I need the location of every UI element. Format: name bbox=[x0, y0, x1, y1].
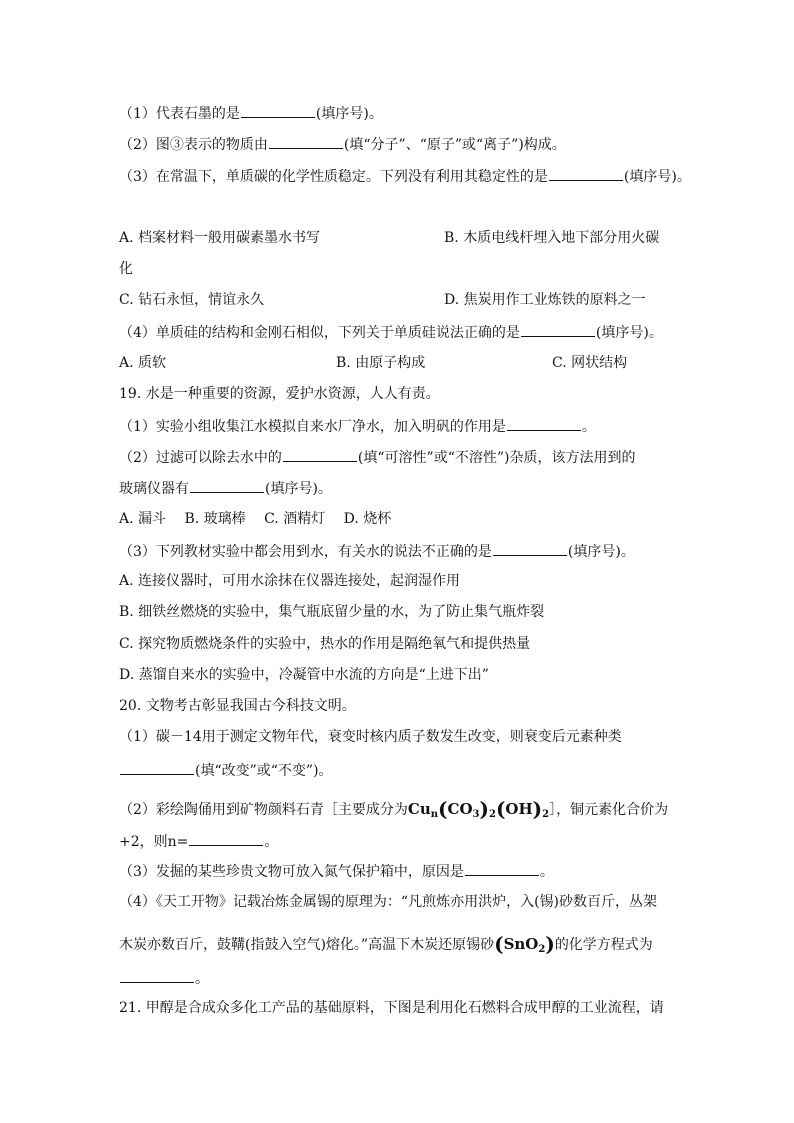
q20-sub4: （4）《天工开物》记载冶炼金属锡的原理为：“凡煎炼亦用洪炉，入(锡)砂数百斤，丛架 bbox=[119, 894, 657, 910]
q18-option-d: D. 焦炭用作工业炼铁的原料之一 bbox=[444, 292, 646, 308]
q20-sub3: （3）发掘的某些珍贵文物可放入氮气保护箱中，原因是 。 bbox=[119, 860, 554, 882]
q18-option-c: C. 钻石永恒，情谊永久 bbox=[119, 292, 265, 308]
q20-sub1: （1）碳－14用于测定文物年代，衰变时核内质子数发生改变，则衰变后元素种类 bbox=[119, 729, 622, 745]
q20-sub2: （2）彩绘陶俑用到矿物颜料石青［主要成分为$Cu_n(CO_3)_2(OH)_2]$，铜元素化合价为 bbox=[119, 797, 669, 821]
q18-sub4-option-b: B. 由原子构成 bbox=[336, 355, 426, 371]
q19-sub2: （2）过滤可以除去水中的 (填“可溶性”或“不溶性”)杂质，该方法用到的 bbox=[119, 446, 635, 468]
answer-blank[interactable] bbox=[190, 477, 264, 493]
q18-option-b: B. 木质电线杆埋入地下部分用火碳 bbox=[444, 230, 660, 246]
q19-sub2-cont: 玻璃仪器有 (填序号)。 bbox=[119, 477, 332, 499]
q20-sub4-cont: 木炭亦数百斤，鼓鞲(指鼓入空气)熔化。”高温下木炭还原锡砂(SnO$_2$)的化学方程式为 bbox=[119, 932, 653, 956]
q19-option-d: D. 蒸馏自来水的实验中，冷凝管中水流的方向是“上进下出” bbox=[119, 667, 489, 683]
answer-blank[interactable] bbox=[521, 321, 595, 337]
answer-blank[interactable] bbox=[241, 102, 315, 118]
q19-sub3: （3）下列教材实验中都会用到水，有关水的说法不正确的是 (填序号)。 bbox=[119, 540, 635, 562]
q19-sub1: （1）实验小组收集江水模拟自来水厂净水，加入明矾的作用是 。 bbox=[119, 415, 596, 437]
q20-sub2-cont: +2，则n= 。 bbox=[119, 830, 278, 852]
q20-sub1-cont: (填“改变”或“不变”)。 bbox=[119, 759, 333, 781]
q18-option-a: A. 档案材料一般用碳素墨水书写 bbox=[119, 230, 321, 246]
q18-sub4-option-a: A. 质软 bbox=[119, 355, 167, 371]
q21-title: 21. 甲醇是合成众多化工产品的基础原料，下图是利用化石燃料合成甲醇的工业流程，请 bbox=[119, 1000, 664, 1016]
formula-tin-dioxide: (SnO$_2$) bbox=[494, 932, 555, 956]
q18-sub4: （4）单质硅的结构和金刚石相似，下列关于单质硅说法正确的是 (填序号)。 bbox=[119, 321, 663, 343]
answer-blank[interactable] bbox=[120, 967, 194, 983]
answer-blank[interactable] bbox=[120, 759, 194, 775]
q20-sub4-answer: 。 bbox=[119, 967, 209, 989]
answer-blank[interactable] bbox=[465, 860, 539, 876]
answer-blank[interactable] bbox=[507, 415, 581, 431]
q19-instruments: A. 漏斗 B. 玻璃棒 C. 酒精灯 D. 烧杯 bbox=[119, 511, 392, 527]
formula-azurite: $Cu_n(CO_3)_2(OH)_2$ bbox=[407, 797, 550, 821]
q18-sub2: （2）图③表示的物质由 (填“分子”、“原子”或“离子”)构成。 bbox=[119, 133, 566, 155]
q19-title: 19. 水是一种重要的资源，爱护水资源，人人有责。 bbox=[119, 386, 440, 402]
q19-option-c: C. 探究物质燃烧条件的实验中，热水的作用是隔绝氧气和提供热量 bbox=[119, 636, 531, 652]
q18-sub3: （3）在常温下，单质碳的化学性质稳定。下列没有利用其稳定性的是 (填序号)。 bbox=[119, 165, 691, 187]
q19-option-b: B. 细铁丝燃烧的实验中，集气瓶底留少量的水，为了防止集气瓶炸裂 bbox=[119, 604, 545, 620]
q18-sub1: （1）代表石墨的是 (填序号)。 bbox=[119, 102, 383, 124]
q19-option-a: A. 连接仪器时，可用水涂抹在仪器连接处，起润湿作用 bbox=[119, 573, 461, 589]
answer-blank[interactable] bbox=[283, 446, 357, 462]
q18-sub4-option-c: C. 网状结构 bbox=[552, 355, 628, 371]
q18-option-b-cont: 化 bbox=[119, 261, 133, 277]
answer-blank[interactable] bbox=[189, 830, 263, 846]
answer-blank[interactable] bbox=[549, 165, 623, 181]
answer-blank[interactable] bbox=[493, 540, 567, 556]
q20-title: 20. 文物考古彰显我国古今科技文明。 bbox=[119, 698, 356, 714]
answer-blank[interactable] bbox=[269, 133, 343, 149]
